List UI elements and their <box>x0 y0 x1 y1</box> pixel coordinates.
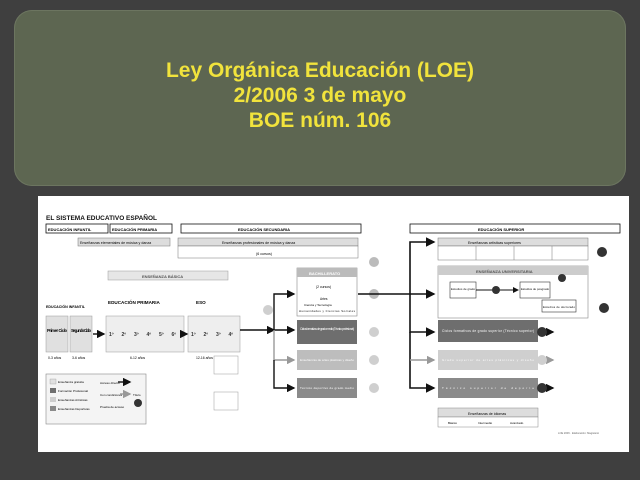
title-line-1: Ley Orgánica Educación (LOE) <box>165 59 475 82</box>
titulo-artes-icon <box>369 355 379 365</box>
legend-item-4: Enseñanzas Deportivas <box>58 407 90 411</box>
header-superior-label: EDUCACIÓN SUPERIOR <box>478 227 525 232</box>
bachillerato-humanidades: Humanidades y Ciencias Sociales <box>299 310 355 313</box>
diagram-svg <box>38 196 629 452</box>
titulo-tecnico-superior-icon <box>537 327 547 337</box>
titulo-doctor-icon <box>599 303 609 313</box>
eso-grade-4: 4º <box>228 332 234 338</box>
primaria-grade-2: 2º <box>121 332 127 338</box>
artes-medio-label: Enseñanzas de artes plásticas y diseño <box>300 358 354 362</box>
diagram-credit: LOE 2006 · Elaboración: Magisterio <box>558 432 600 435</box>
bachillerato-cursos: (2 cursos) <box>316 285 332 289</box>
primaria-label: EDUCACIÓN PRIMARIA <box>108 300 160 305</box>
eso-grade-3: 3º <box>216 332 221 338</box>
bachillerato-artes: Artes <box>320 297 328 301</box>
band-basica-label: ENSEÑANZA BÁSICA <box>142 274 184 279</box>
idiomas-basico: Básico <box>448 421 458 425</box>
bachillerato-ciencia: Ciencia y Tecnología <box>304 303 332 307</box>
primaria-grade-3: 3º <box>134 332 139 338</box>
fp-medio-label: Ciclos formativos de grado medio (Técnico profesional) <box>300 327 354 331</box>
infantil-age-2: 3-6 años <box>72 356 86 360</box>
titulo-fp-icon <box>369 327 379 337</box>
legend-item-1: Enseñanza gratuita <box>58 380 84 384</box>
doctorado-label: Estudios de doctorado <box>543 305 575 309</box>
legend-titulo: Título <box>133 393 141 397</box>
legend-titulo-icon <box>134 399 142 407</box>
bachillerato-label: BACHILLERATO <box>309 271 341 276</box>
primaria-grade-5: 5º <box>159 332 164 338</box>
header-infantil-label: EDUCACIÓN INFANTIL <box>48 227 92 232</box>
titulo-grado-icon <box>492 286 500 294</box>
title-line-3: BOE núm. 106 <box>248 109 392 132</box>
eso-label: ESO <box>196 300 206 305</box>
infantil-primer-ciclo <box>46 316 68 352</box>
eso-modulo-box <box>214 392 238 410</box>
infantil-age-1: 0-3 años <box>48 356 62 360</box>
titulo-artistico-icon <box>597 247 607 257</box>
header-secundaria-label: EDUCACIÓN SECUNDARIA <box>238 227 291 232</box>
diagram-heading: EL SISTEMA EDUCATIVO ESPAÑOL <box>46 215 157 222</box>
title-banner <box>14 10 626 186</box>
header-primaria-label: EDUCACIÓN PRIMARIA <box>112 227 158 232</box>
eso-grade-1: 1º <box>191 332 196 338</box>
grado-label: Estudios de grado <box>451 287 475 291</box>
idiomas-avanzado: Avanzado <box>510 421 524 425</box>
primaria-ages: 6-12 años <box>130 356 146 360</box>
titulo-deporte-icon <box>369 383 379 393</box>
deporte-medio-label: Técnico deportivo de grado medio <box>300 386 354 390</box>
band-musica-cursos-label: (6 cursos) <box>256 252 272 256</box>
titulo-artes-superior-icon <box>537 355 547 365</box>
legend-prueba: Prueba de acceso <box>100 405 125 409</box>
infantil-primer-label: Primer Ciclo <box>47 328 67 333</box>
titulo-posgrado-icon <box>558 274 566 282</box>
band-artisticas-grid <box>438 246 588 260</box>
education-system-diagram <box>38 196 629 452</box>
universitaria-label: ENSEÑANZA UNIVERSITARIA <box>476 269 533 274</box>
eso-grade-2: 2º <box>203 332 209 338</box>
idiomas-label: Enseñanzas de idiomas <box>468 412 507 416</box>
fp-superior-label: Ciclos formativos de grado superior (Técnico superior) <box>442 329 534 333</box>
band-musica-profesional-label: Enseñanzas profesionales de música y danza <box>222 241 296 245</box>
infantil-segundo-ciclo <box>70 316 92 352</box>
title-line-2: 2/2006 3 de mayo <box>233 84 407 107</box>
band-artisticas-superiores-label: Enseñanzas artísticas superiores <box>468 241 521 245</box>
eso-programa-box <box>214 356 238 374</box>
infantil-label: EDUCACIÓN INFANTIL <box>46 305 85 309</box>
infantil-segundo-label: Segundo Ciclo <box>71 328 91 333</box>
primaria-grade-6: 6º <box>171 332 177 338</box>
legend-item-2: Formación Profesional <box>58 389 89 393</box>
artes-superior-label: Grado superior de artes plásticas y diseño <box>442 358 534 362</box>
band-musica-elemental-label: Enseñanzas elementales de música y danza <box>80 241 152 245</box>
slide-title <box>14 58 626 133</box>
titulo-music-icon <box>369 257 379 267</box>
primaria-grade-1: 1º <box>109 332 114 338</box>
deporte-superior-label: Técnico superior de deporte <box>442 386 534 390</box>
legend-item-3: Enseñanzas Artísticas <box>58 398 88 402</box>
titulo-eso-icon <box>263 305 273 315</box>
titulo-deportivo-superior-icon <box>537 383 547 393</box>
posgrado-label: Estudios de posgrado <box>521 287 549 291</box>
primaria-grade-4: 4º <box>146 332 152 338</box>
legend-acceso-directo: Acceso directo <box>100 381 120 385</box>
legend-con-condiciones: Con condiciones <box>100 393 123 397</box>
fp-medio-box <box>297 320 357 344</box>
idiomas-intermedio: Intermedio <box>478 421 493 425</box>
eso-ages: 12-16 años <box>196 356 213 360</box>
